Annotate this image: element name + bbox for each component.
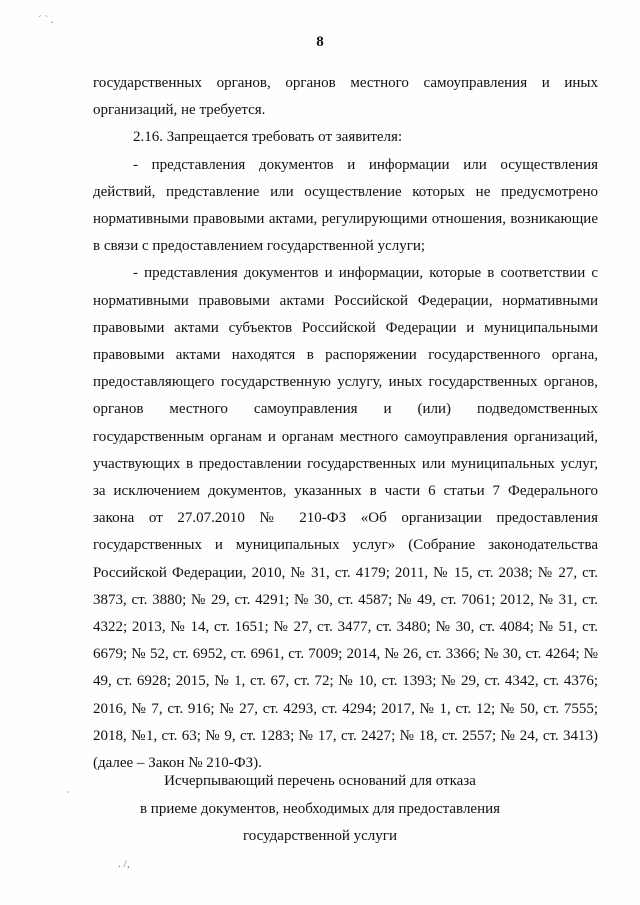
- paragraph-section-2-16: 2.16. Запрещается требовать от заявителя:: [133, 129, 403, 146]
- paragraph-list-item-1: - представления документов и информации или осуществления действий, представление или осуществление которых не предусмотрено нормативными правовыми актами, регулирующими отношения, возникающие в связи с предоставлением государственной услуги;: [93, 156, 598, 255]
- section-heading: [60, 768, 580, 851]
- body-text: [93, 70, 598, 777]
- scan-artifact-mark: . /‚: [118, 858, 131, 870]
- section-heading-line: в приеме документов, необходимых для предоставления: [139, 800, 501, 817]
- scan-artifact-mark: ´ ` .: [38, 14, 54, 26]
- page-number: 8: [316, 34, 324, 50]
- section-heading-line: Исчерпывающий перечень оснований для отказа: [164, 773, 476, 789]
- section-heading-line: государственной услуги: [243, 828, 397, 844]
- scan-artifact-mark: ´: [66, 790, 70, 802]
- paragraph-continuation: государственных органов, органов местного самоуправления и иных организаций, не требуется.: [93, 75, 598, 119]
- paragraph-list-item-2: - представления документов и информации, которые в соответствии с нормативными правовыми актами Российской Федерации, нормативными правовыми актами субъектов Российской Федерации и муниципальными правовыми актами находятся в распоряжении государственного органа, предоставляющего государственную услугу, иных государственных органов, органов местного самоуправления и (или) подведомственных государственным органам и органам местного самоуправления организаций, участвующих в предоставлении государственных или муниципальных услуг, за исключением документов, указанных в части 6 статьи 7 Федерального закона от 27.07.2010 № 210-ФЗ «Об организации предоставления государственных и муниципальных услуг» (Собрание законодательства Российской Федерации, 2010, № 31, ст. 4179; 2011, № 15, ст. 2038; № 27, ст. 3873, ст. 3880; № 29, ст. 4291; № 30, ст. 4587; № 49, ст. 7061; 2012, № 31, ст. 4322; 2013, № 14, ст. 1651; № 27, ст. 3477, ст. 3480; № 30, ст. 4084; № 51, ст. 6679; № 52, ст. 6952, ст. 6961, ст. 7009; 2014, № 26, ст. 3366; № 30, ст. 4264; № 49, ст. 6928; 2015, № 1, ст. 67, ст. 72; № 10, ст. 1393; № 29, ст. 4342, ст. 4376; 2016, № 7, ст. 916; № 27, ст. 4293, ст. 4294; 2017, № 1, ст. 12; № 50, ст. 7555; 2018, №1, ст. 63; № 9, ст. 1283; № 17, ст. 2427; № 18, ст. 2557; № 24, ст. 3413) (далее – Закон № 210-ФЗ).: [93, 265, 598, 772]
